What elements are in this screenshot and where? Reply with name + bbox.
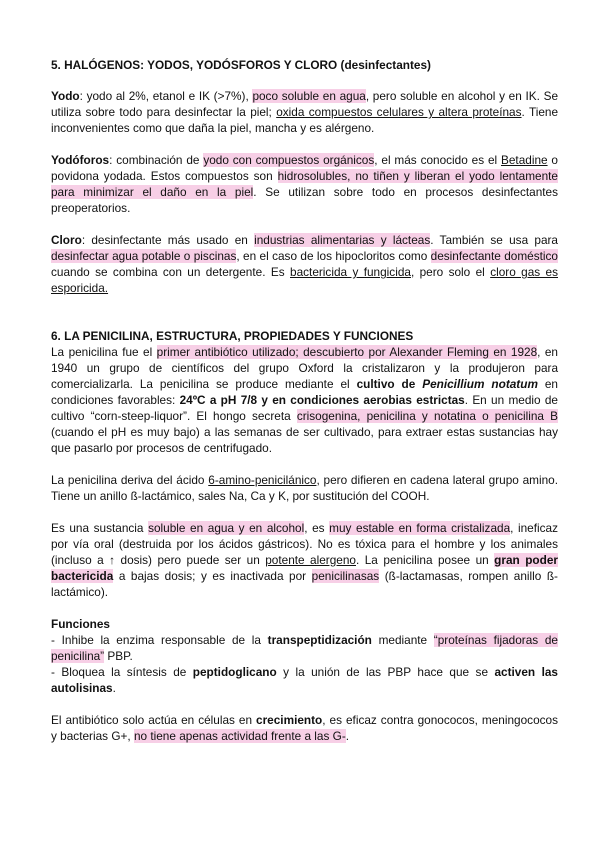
funcion-item-2: - Bloquea la síntesis de peptidoglicano y la unión de las PBP hace que se activen las autolisinas. (51, 665, 558, 695)
term-cloro: Cloro (51, 233, 82, 247)
paragraph-penicilina-origen: La penicilina fue el primer antibiótico utilizado; descubierto por Alexander Fleming en 1928, en 1940 un grupo de científicos del grupo Oxford la cristalizaron y la produjeron para comercializarla. La penicilina se produce mediante el cultivo de Penicillium notatum en condiciones favorables: 24ºC a pH 7/8 y en condiciones aerobias estrictas. En un medio de cultivo “corn-steep-liquor”. El hongo secreta crisogenina, penicilina y notatina o penicilina B (cuando el pH es muy bajo) a las semanas de ser cultivado, para extraer estas sustancias hay que pasarlo por procesos de centrifugado. (51, 345, 558, 455)
section-6-title: 6. LA PENICILINA, ESTRUCTURA, PROPIEDADES Y FUNCIONES (51, 329, 414, 343)
highlight: crisogenina, penicilina y notatina o penicilina B (296, 409, 558, 423)
underline: potente alergeno (265, 553, 356, 567)
paragraph-cloro: Cloro: desinfectante más usado en industrias alimentarias y lácteas. También se usa para desinfectar agua potable o piscinas, en el caso de los hipocloritos como desinfectante doméstico cuando se combina con un detergente. Es bactericida y fungicida, pero solo el cloro gas es esporicida. (51, 233, 558, 295)
paragraph-antibiotico-accion: El antibiótico solo actúa en células en crecimiento, es eficaz contra gonococos, meningococos y bacterias G+, no tiene apenas actividad frente a las G-. (51, 713, 558, 743)
underline: bactericida y fungicida (290, 265, 411, 279)
underline: Betadine (501, 153, 548, 167)
term-yodoforos: Yodóforos (51, 153, 110, 167)
paragraph-yodoforos: Yodóforos: combinación de yodo con compuestos orgánicos, el más conocido es el Betadine o povidona yodada. Estos compuestos son hidrosolubles, no tiñen y liberan el yodo lentamente para minimizar el daño en la piel. Se utilizan sobre todo en procesos desinfectantes preoperatorios. (51, 153, 558, 215)
highlight: hidrosolubles, no tiñen y liberan el yodo lentamente para minimizar el daño en la piel (51, 169, 558, 199)
section-5-title: 5. HALÓGENOS: YODOS, YODÓSFOROS Y CLORO (desinfectantes) (51, 58, 431, 72)
underline: cloro gas es esporicida. (51, 265, 558, 295)
funcion-item-1: - Inhibe la enzima responsable de la transpeptidización mediante “proteínas fijadoras de penicilina” PBP. (51, 633, 558, 663)
highlight: primer antibiótico utilizado; descubierto por Alexander Fleming en 1928 (156, 345, 538, 359)
highlight: soluble en agua y en alcohol (148, 521, 305, 535)
highlight: industrias alimentarias y lácteas (254, 233, 431, 247)
highlight: desinfectante doméstico (430, 249, 558, 263)
highlight: “proteínas fijadoras de penicilina” (51, 633, 558, 663)
underline: 6-amino-penicilánico (208, 473, 317, 487)
paragraph-penicilina-estructura: La penicilina deriva del ácido 6-amino-penicilánico, pero difieren en cadena lateral grupo amino. Tiene un anillo ß-lactámico, sales Na, Ca y K, por sustitución del COOH. (51, 473, 558, 503)
paragraph-penicilina-propiedades: Es una sustancia soluble en agua y en alcohol, es muy estable en forma cristalizada, ineficaz por vía oral (destruida por los ácidos gástricos). No es tóxica para el hombre y los animales (incluso a ↑ dosis) pero puede ser un potente alergeno. La penicilina posee un gran poder bactericida a bajas dosis; y es inactivada por penicilinasas (ß-lactamasas, rompen anillo ß-lactámico). (51, 521, 558, 599)
highlight: muy estable en forma cristalizada (329, 521, 511, 535)
term-yodo: Yodo (51, 89, 80, 103)
highlight: penicilinasas (311, 569, 380, 583)
highlight: no tiene apenas actividad frente a las G- (133, 729, 346, 743)
paragraph-yodo: Yodo: yodo al 2%, etanol e IK (>7%), poco soluble en agua, pero soluble en alcohol y en IK. Se utiliza sobre todo para desinfectar la piel; oxida compuestos celulares y altera proteínas. Tiene inconvenientes como que daña la piel, mancha y es alérgeno. (51, 89, 559, 135)
funciones-title: Funciones (51, 617, 110, 631)
underline: oxida compuestos celulares y altera proteínas (276, 105, 522, 119)
highlight: yodo con compuestos orgánicos (203, 153, 375, 167)
highlight: poco soluble en agua (252, 89, 366, 103)
highlight-bold: gran poder bactericida (51, 553, 558, 583)
highlight: desinfectar agua potable o piscinas (51, 249, 237, 263)
